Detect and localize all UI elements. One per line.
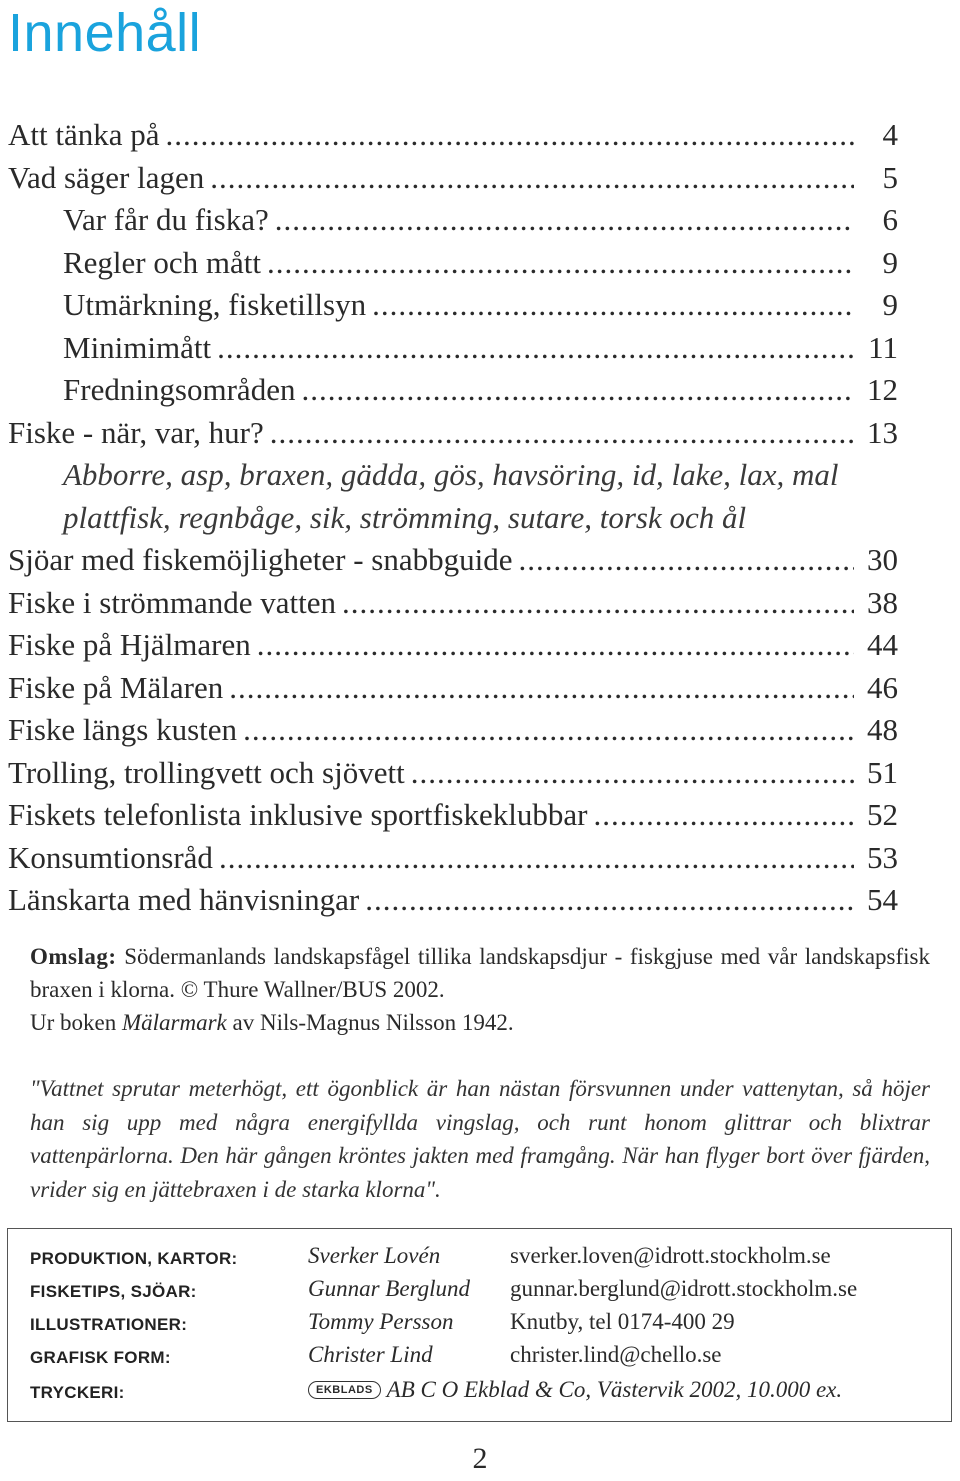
toc-leader	[219, 837, 854, 880]
credit-row	[30, 1377, 945, 1410]
toc-page: 13	[867, 414, 898, 450]
toc-leader	[372, 284, 854, 327]
table-of-contents	[8, 114, 898, 922]
printer-info	[308, 1377, 842, 1403]
toc-leader	[519, 539, 855, 582]
toc-label: Trolling, trollingvett och sjövett	[8, 754, 405, 790]
toc-label: Att tänka på	[8, 117, 160, 152]
toc-entry[interactable]	[8, 242, 898, 285]
credit-contact[interactable]: gunnar.berglund@idrott.stockholm.se	[510, 1276, 858, 1301]
credit-row	[30, 1276, 945, 1309]
toc-entry[interactable]	[8, 199, 898, 242]
toc-label: Länskarta med hänvisningar	[8, 882, 360, 917]
toc-label: Sjöar med fiskemöjligheter - snabbguide	[8, 542, 513, 577]
toc-entry[interactable]	[8, 837, 898, 880]
toc-leader	[257, 624, 854, 667]
credit-role: FISKETIPS, SJÖAR:	[30, 1282, 197, 1301]
credit-name: Christer Lind	[308, 1342, 433, 1367]
toc-label: Fiske längs kusten	[8, 712, 238, 747]
credit-name: Gunnar Berglund	[308, 1276, 471, 1301]
toc-entry[interactable]	[8, 624, 898, 667]
toc-leader	[301, 369, 854, 412]
credit-name: Tommy Persson	[308, 1309, 454, 1334]
toc-label: Utmärkning, fisketillsyn	[63, 287, 367, 322]
toc-page: 38	[867, 584, 898, 620]
toc-page: 54	[867, 882, 898, 917]
toc-label: Fiske - när, var, hur?	[8, 414, 264, 450]
cover-text: Södermanlands landskapsfågel tillika landskapsdjur - fiskgjuse med vår landskapsfisk braxen i klorna. © Thure Wallner/BUS 2002.	[30, 944, 930, 1002]
toc-page: 12	[867, 372, 898, 407]
toc-leader	[365, 879, 854, 922]
credit-row	[30, 1342, 945, 1375]
toc-page: 6	[882, 202, 898, 237]
printer-text: AB C O Ekblad & Co, Västervik 2002, 10.000 ex.	[386, 1377, 843, 1402]
toc-entry[interactable]	[8, 369, 898, 412]
toc-entry[interactable]	[8, 412, 898, 455]
toc-entry[interactable]	[8, 114, 898, 157]
toc-leader	[243, 709, 854, 752]
toc-leader	[229, 667, 854, 710]
toc-label: Var får du fiska?	[63, 202, 269, 237]
species-list-line: plattfisk, regnbåge, sik, strömming, sutare, torsk och ål	[63, 499, 747, 535]
toc-page: 44	[867, 627, 898, 662]
printer-logo: EKBLADS	[308, 1381, 381, 1399]
page-number: 2	[472, 1442, 488, 1475]
toc-label: Konsumtionsråd	[8, 839, 213, 875]
toc-label: Fredningsområden	[63, 372, 296, 407]
toc-label: Fiske på Hjälmaren	[8, 627, 251, 662]
toc-label: Vad säger lagen	[8, 159, 205, 195]
toc-page: 46	[867, 669, 898, 705]
toc-page: 11	[868, 329, 898, 365]
cover-label: Omslag:	[30, 944, 117, 969]
cover-source-suffix: av Nils-Magnus Nilsson 1942.	[226, 1010, 514, 1035]
toc-page: 53	[867, 839, 898, 875]
toc-entry[interactable]	[8, 709, 898, 752]
toc-entry[interactable]	[8, 582, 898, 625]
toc-page: 51	[867, 754, 898, 790]
credit-row	[30, 1309, 945, 1342]
page-title: Innehåll	[8, 3, 202, 63]
toc-label: Minimimått	[63, 329, 212, 365]
toc-page: 5	[882, 159, 898, 195]
toc-label: Fiskets telefonlista inklusive sportfiskeklubbar	[8, 797, 588, 832]
credits-box	[7, 1228, 952, 1422]
toc-leader	[267, 242, 854, 285]
toc-leader	[166, 114, 854, 157]
quote: "Vattnet sprutar meterhögt, ett ögonblick är han nästan försvunnen under vattenytan, så höjer han sig upp med några energifyllda vingslag, och runt honom glittrar och blixtrar vattenpärlorna. Den här gången kröntes jakten med framgång. När han flyger bort över fjärden, vrider sig en jättebraxen i de starka klorna".	[30, 1076, 930, 1202]
toc-leader	[275, 199, 854, 242]
credit-contact: Knutby, tel 0174-400 29	[510, 1309, 735, 1334]
toc-page: 52	[867, 797, 898, 832]
credit-role: GRAFISK FORM:	[30, 1348, 171, 1367]
species-list-line: Abborre, asp, braxen, gädda, gös, havsöring, id, lake, lax, mal	[63, 457, 839, 492]
toc-label: Regler och mått	[63, 244, 261, 280]
toc-page: 4	[882, 117, 898, 152]
toc-entry[interactable]	[8, 539, 898, 582]
credit-name: Sverker Lovén	[308, 1243, 441, 1268]
credit-contact[interactable]: christer.lind@chello.se	[510, 1342, 722, 1367]
toc-leader	[593, 794, 854, 837]
credit-role: TRYCKERI:	[30, 1383, 125, 1402]
toc-label: Fiske i strömmande vatten	[8, 584, 337, 620]
toc-entry[interactable]	[8, 752, 898, 795]
toc-leader	[210, 157, 854, 200]
toc-label: Fiske på Mälaren	[8, 669, 224, 705]
cover-caption	[30, 940, 930, 1039]
credit-row	[30, 1243, 945, 1276]
credit-role: ILLUSTRATIONER:	[30, 1315, 188, 1334]
cover-source-prefix: Ur boken	[30, 1010, 122, 1035]
credit-contact[interactable]: sverker.loven@idrott.stockholm.se	[510, 1243, 831, 1268]
toc-leader	[217, 327, 854, 370]
toc-leader	[411, 752, 854, 795]
toc-entry[interactable]	[8, 667, 898, 710]
toc-entry[interactable]	[8, 157, 898, 200]
toc-entry[interactable]	[8, 284, 898, 327]
toc-leader	[270, 412, 854, 455]
toc-entry[interactable]	[8, 794, 898, 837]
cover-book-title: Mälarmark	[121, 1010, 227, 1035]
toc-page: 30	[867, 542, 898, 577]
toc-page: 9	[882, 244, 898, 280]
toc-leader	[342, 582, 854, 625]
toc-entry[interactable]	[8, 879, 898, 922]
toc-entry[interactable]	[8, 327, 898, 370]
credit-role: PRODUKTION, KARTOR:	[30, 1249, 238, 1268]
toc-page: 9	[882, 287, 898, 322]
toc-page: 48	[867, 712, 898, 747]
